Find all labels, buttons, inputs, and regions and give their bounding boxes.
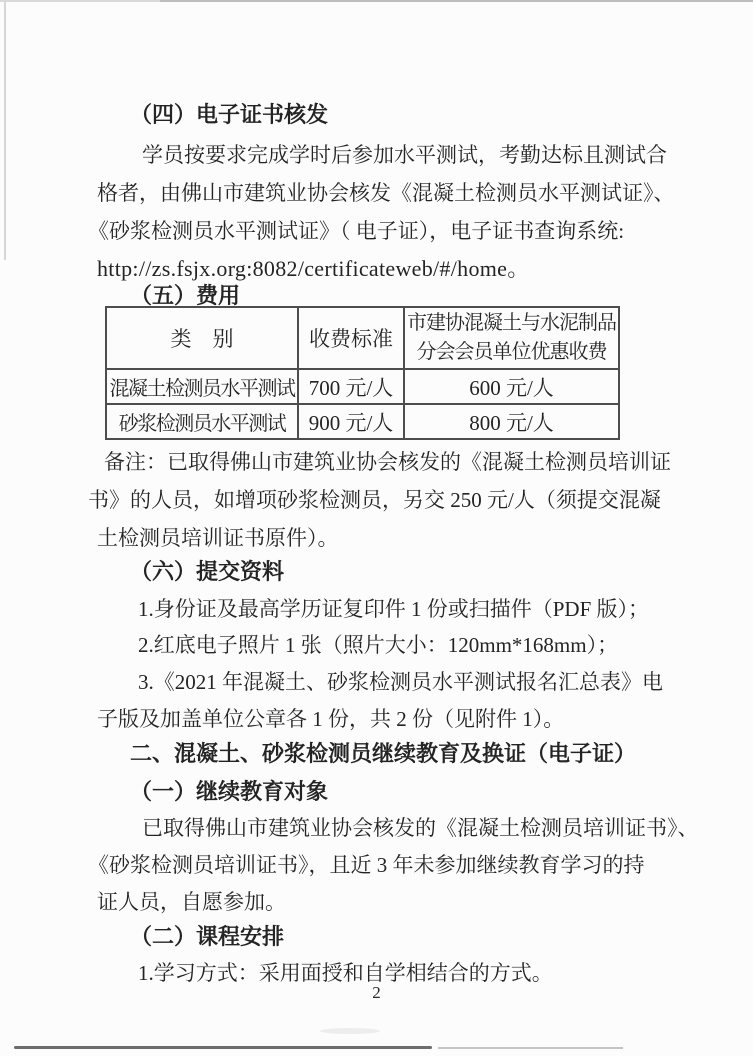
fee-note-line-3: 土检测员培训证书原件）。 (97, 526, 339, 550)
section6-item-1: 1.身份证及最高学历证复印件 1 份或扫描件（PDF 版）； (138, 597, 650, 621)
fee-table-row-mortar (106, 404, 619, 439)
fee-note-line-2: 书》的人员，如增项砂浆检测员，另交 250 元/人（须提交混凝 (88, 488, 661, 512)
scan-artifact-smudge (320, 1028, 380, 1034)
section6-item-2: 2.红底电子照片 1 张（照片大小：120mm*168mm）； (138, 633, 619, 657)
fee-table-header-member-discount-line1: 市建协混凝土与水泥制品 (407, 312, 616, 334)
section6-item-3-line-2: 子版及加盖单位公章各 1 份，共 2 份（见附件 1）。 (97, 707, 565, 731)
scan-artifact-top-left-edge (0, 0, 160, 2)
part2-heading: 二、混凝土、砂浆检测员继续教育及换证（电子证） (130, 741, 637, 766)
fee-table-cell-category: 混凝土检测员水平测试 (106, 369, 298, 404)
fee-table (105, 306, 620, 440)
section4-body-line-1: 学员按要求完成学时后参加水平测试，考勤达标且测试合 (142, 143, 667, 167)
fee-table-header-category: 类 别 (106, 307, 298, 369)
scan-artifact-bottom-edge-light (438, 1047, 623, 1049)
fee-table-header-member-discount (404, 307, 619, 369)
fee-table-header-member-discount-line2: 分会会员单位优惠收费 (416, 341, 607, 363)
section4-body-line-3: 《砂浆检测员水平测试证》（ 电子证），电子证书查询系统: (88, 219, 625, 243)
section5-heading: （五）费用 (130, 283, 241, 308)
fee-table-cell-standard-fee: 700 元/人 (298, 369, 404, 404)
fee-table-header-row (106, 307, 619, 369)
section4-heading: （四）电子证书核发 (130, 102, 329, 127)
scan-artifact-left-edge (4, 2, 6, 260)
fee-table-cell-member-fee: 600 元/人 (404, 369, 619, 404)
part2-sub2-heading: （二）课程安排 (130, 924, 285, 949)
fee-table-cell-standard-fee: 900 元/人 (298, 404, 404, 439)
section6-item-3-line-1: 3.《2021 年混凝土、砂浆检测员水平测试报名汇总表》电 (138, 670, 663, 694)
part2-sub1-body-line-2: 《砂浆检测员培训证书》，且近 3 年未参加继续教育学习的持 (88, 853, 645, 877)
fee-table-row-concrete (106, 369, 619, 404)
fee-table-cell-member-fee: 800 元/人 (404, 404, 619, 439)
part2-sub1-body-line-3: 证人员，自愿参加。 (97, 890, 286, 914)
section6-heading: （六）提交资料 (130, 559, 285, 584)
fee-table-header-standard-fee: 收费标准 (298, 307, 404, 369)
part2-sub1-heading: （一）继续教育对象 (130, 779, 329, 804)
fee-table-cell-category: 砂浆检测员水平测试 (106, 404, 298, 439)
section4-body-line-2: 格者，由佛山市建筑业协会核发《混凝土检测员水平测试证》、 (97, 181, 675, 205)
certificate-query-url: http://zs.fsjx.org:8082/certificateweb/#/home。 (97, 256, 530, 281)
page-number: 2 (372, 983, 381, 1002)
part2-sub2-item-1: 1.学习方式：采用面授和自学相结合的方式。 (138, 961, 553, 985)
fee-note-line-1: 备注：已取得佛山市建筑业协会核发的《混凝土检测员培训证 (104, 450, 671, 474)
scan-artifact-top-edge (150, 0, 753, 2)
scan-artifact-bottom-edge-dark (14, 1046, 432, 1049)
part2-sub1-body-line-1: 已取得佛山市建筑业协会核发的《混凝土检测员培训证书》、 (142, 816, 699, 840)
